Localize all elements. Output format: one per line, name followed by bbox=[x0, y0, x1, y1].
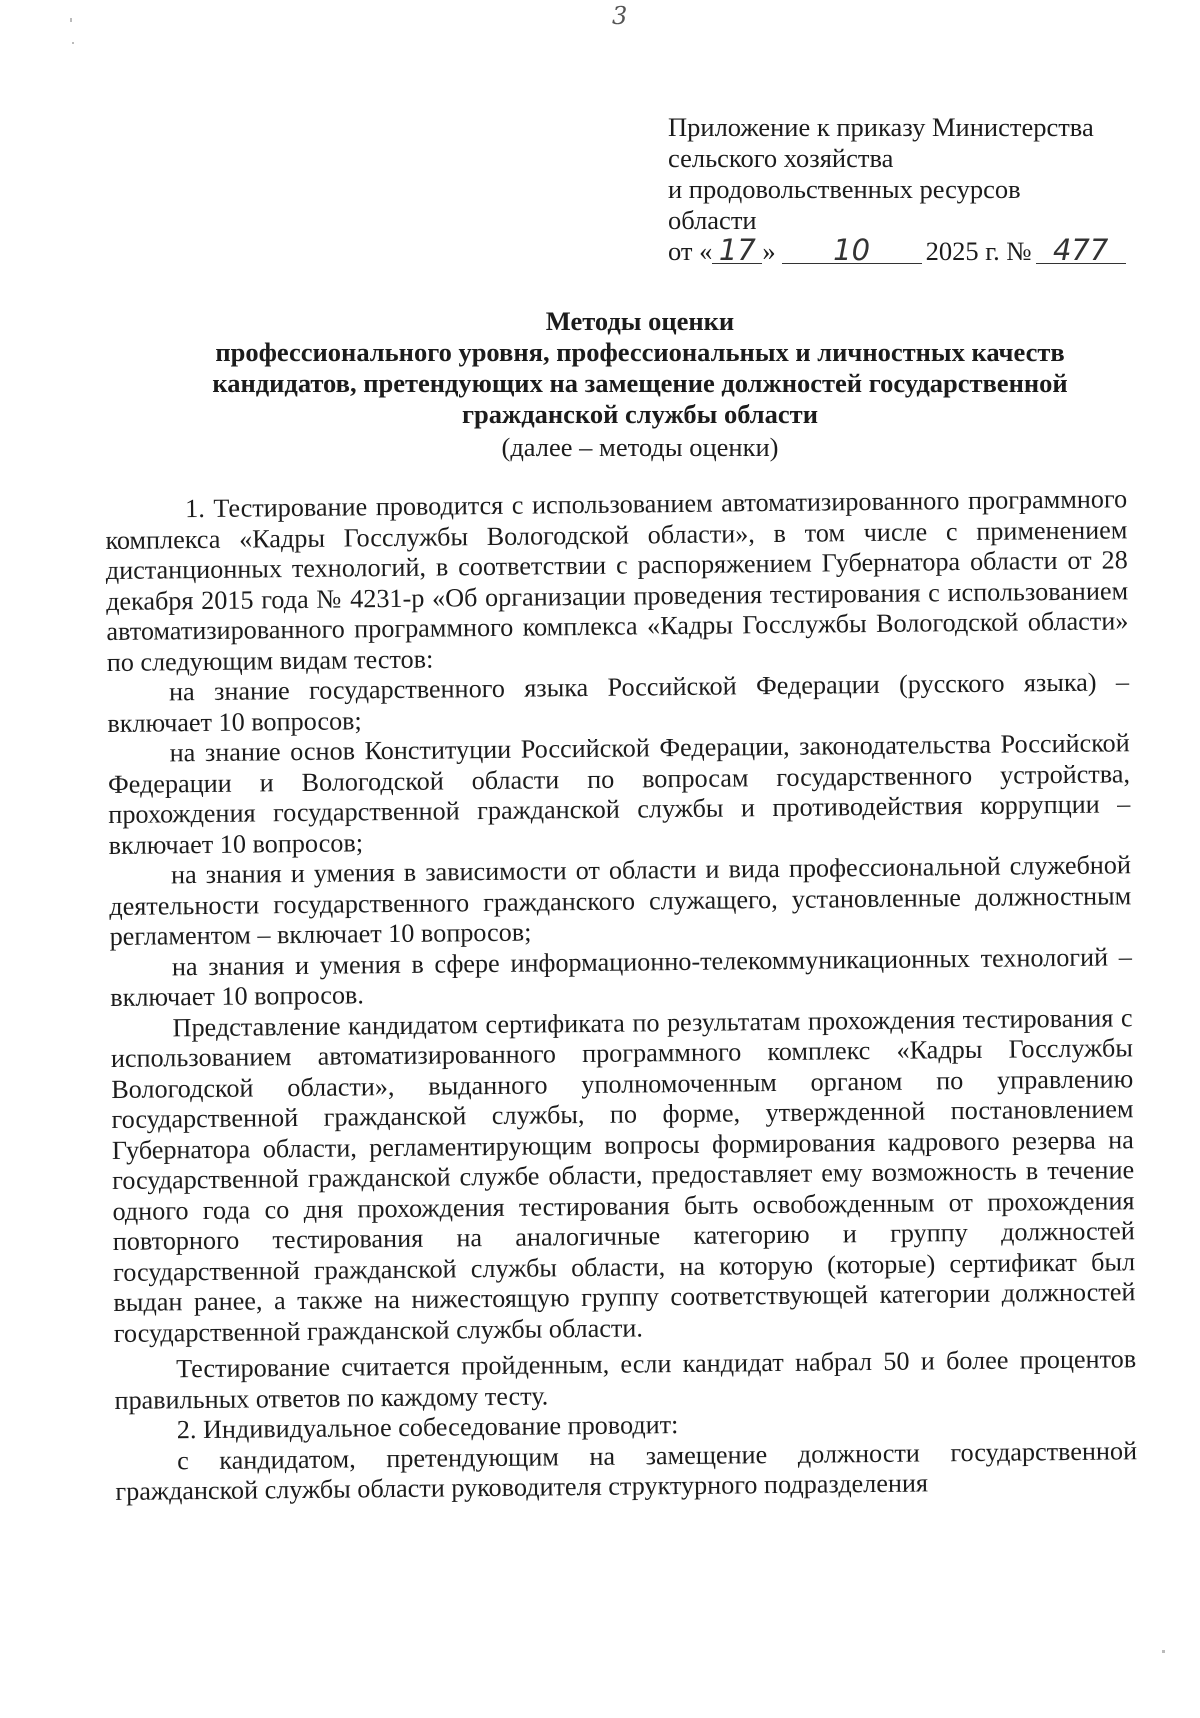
scan-artifact bbox=[72, 42, 74, 44]
paragraph-passing-score: Тестирование считается пройденным, если кандидат набрал 50 и более процентов правильных ответов по каждому тесту. bbox=[114, 1344, 1137, 1415]
title-line: Методы оценки bbox=[545, 306, 735, 336]
date-day-handwritten: 17 bbox=[712, 237, 762, 264]
paragraph-certificate: Представление кандидатом сертификата по результатам прохождения тестирования с использованием автоматизированного программного комплекс «Кадры Госслужбы Вологодской области», выданного уполномоченным органом по управлению государственной гражданской службы, по форме, утвержденной постановлением Губернатора области, регламентирующим вопросы формирования кадрового резерва на государственной гражданской службе области, предоставляет ему возможность в течение одного года со дня прохождения тестирования быть освобожденным от прохождения повторного тестирования на аналогичные категорию и группу должностей государственной гражданской службы области, на которую (которые) сертификат был выдан ранее, а также на нижестоящую группу соответствующей категории должностей государственной гражданской службы области. bbox=[110, 1002, 1136, 1348]
document-subtitle: (далее – методы оценки) bbox=[501, 432, 779, 462]
header-line: и продовольственных ресурсов bbox=[668, 174, 1021, 204]
paragraph-interview-head: с кандидатом, претендующим на замещение должности государственной гражданской службы области руководителя структурного подразделения bbox=[115, 1435, 1138, 1506]
paragraph-test-language: на знание государственного языка Российской Федерации (русского языка) – включает 10 вопросов; bbox=[107, 667, 1130, 738]
title-line: профессионального уровня, профессиональных и личностных качеств bbox=[215, 337, 1065, 367]
order-date-line bbox=[668, 233, 1138, 267]
paragraph-testing: 1. Тестирование проводится с использованием автоматизированного программного комплекса «Кадры Госслужбы Вологодской области», в том числе с применением дистанционных технологий, в соответствии с распоряжением Губернатора области от 28 декабря 2015 года № 4231-р «Об организации проведения тестирования с использованием автоматизированного программного комплекса «Кадры Госслужбы Вологодской области» по следующим видам тестов: bbox=[105, 484, 1129, 677]
date-prefix: от « bbox=[668, 236, 713, 266]
header-line: Приложение к приказу Министерства bbox=[668, 112, 1094, 142]
paragraph-test-ict: на знания и умения в сфере информационно-телекоммуникационных технологий – включает 10 вопросов. bbox=[110, 941, 1133, 1012]
appendix-header bbox=[668, 112, 1138, 267]
date-quote-close: » bbox=[762, 236, 776, 266]
document-title bbox=[170, 306, 1110, 430]
paragraph-test-professional: на знания и умения в зависимости от области и вида профессиональной служебной деятельности государственного гражданского служащего, установленные должностным регламентом – включает 10 вопросов; bbox=[109, 850, 1132, 951]
document-body bbox=[105, 484, 1138, 1507]
paragraph-test-constitution: на знание основ Конституции Российской Федерации, законодательства Российской Федерации и Вологодской области по вопросам государственного устройства, прохождения государственной гражданской службы и противодействия коррупции – включает 10 вопросов; bbox=[107, 728, 1131, 860]
date-month-handwritten: 10 bbox=[782, 237, 922, 264]
scan-artifact bbox=[70, 18, 72, 22]
date-year: 2025 г. № bbox=[925, 236, 1032, 266]
scan-artifact bbox=[1162, 1650, 1165, 1653]
title-line: кандидатов, претендующих на замещение должностей государственной bbox=[212, 368, 1068, 398]
header-line: сельского хозяйства bbox=[668, 143, 894, 173]
order-number-handwritten: 477 bbox=[1036, 237, 1126, 264]
title-line: гражданской службы области bbox=[462, 399, 818, 429]
page-number: 3 bbox=[612, 2, 628, 30]
paragraph-interview: 2. Индивидуальное собеседование проводит: bbox=[176, 1410, 679, 1445]
header-line: области bbox=[668, 205, 757, 235]
